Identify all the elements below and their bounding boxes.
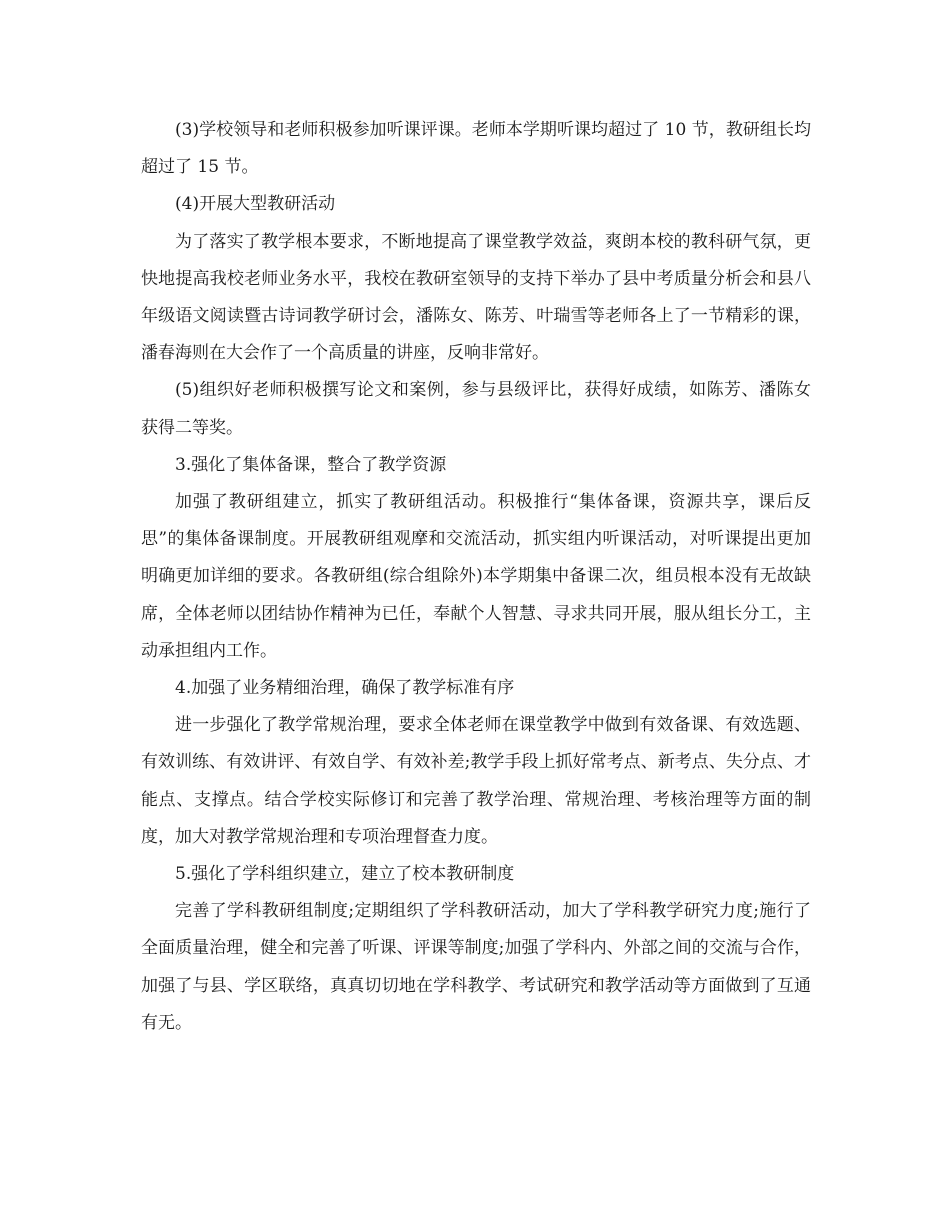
section-heading-3: 3.强化了集体备课，整合了教学资源 (175, 454, 447, 475)
paragraph-2-heading: (4)开展大型教研活动 (175, 194, 336, 215)
paragraph-3: 为了落实了教学根本要求，不断地提高了课堂教学效益，爽朗本校的教科研气氛，更快地提高我校老师业务水平，我校在教研室领导的支持下举办了县中考质量分析会和县八年级语文阅读暨古诗词教学研讨会，潘陈女、陈芳、叶瑞雪等老师各上了一节精彩的课，潘春海则在大会作了一个高质量的讲座，反响非常好。 (141, 231, 811, 364)
paragraph-8: 进一步强化了教学常规治理，要求全体老师在课堂教学中做到有效备课、有效选题、有效训练、有效讲评、有效自学、有效补差;教学手段上抓好常考点、新考点、失分点、才能点、支撑点。结合学校实际修订和完善了教学治理、常规治理、考核治理等方面的制度，加大对教学常规治理和专项治理督查力度。 (141, 715, 811, 847)
section-heading-4: 4.加强了业务精细治理，确保了教学标准有序 (175, 678, 515, 699)
paragraph-1: (3)学校领导和老师积极参加听课评课。老师本学期听课均超过了 10 节，教研组长均超过了 15 节。 (141, 120, 811, 178)
section-heading-5: 5.强化了学科组织建立，建立了校本教研制度 (175, 864, 515, 885)
document-body (141, 112, 811, 1042)
paragraph-4: (5)组织好老师积极撰写论文和案例，参与县级评比，获得好成绩，如陈芳、潘陈女获得二等奖。 (141, 380, 811, 438)
paragraph-6: 加强了教研组建立，抓实了教研组活动。积极推行“集体备课，资源共享，课后反思”的集体备课制度。开展教研组观摩和交流活动，抓实组内听课活动，对听课提出更加明确更加详细的要求。各教研组(综合组除外)本学期集中备课二次，组员根本没有无故缺席，全体老师以团结协作精神为已任，奉献个人智慧、寻求共同开展，服从组长分工，主动承担组内工作。 (141, 492, 811, 661)
paragraph-10: 完善了学科教研组制度;定期组织了学科教研活动，加大了学科教学研究力度;施行了全面质量治理，健全和完善了听课、评课等制度;加强了学科内、外部之间的交流与合作，加强了与县、学区联络，真真切切地在学科教学、考试研究和教学活动等方面做到了互通有无。 (141, 901, 811, 1033)
